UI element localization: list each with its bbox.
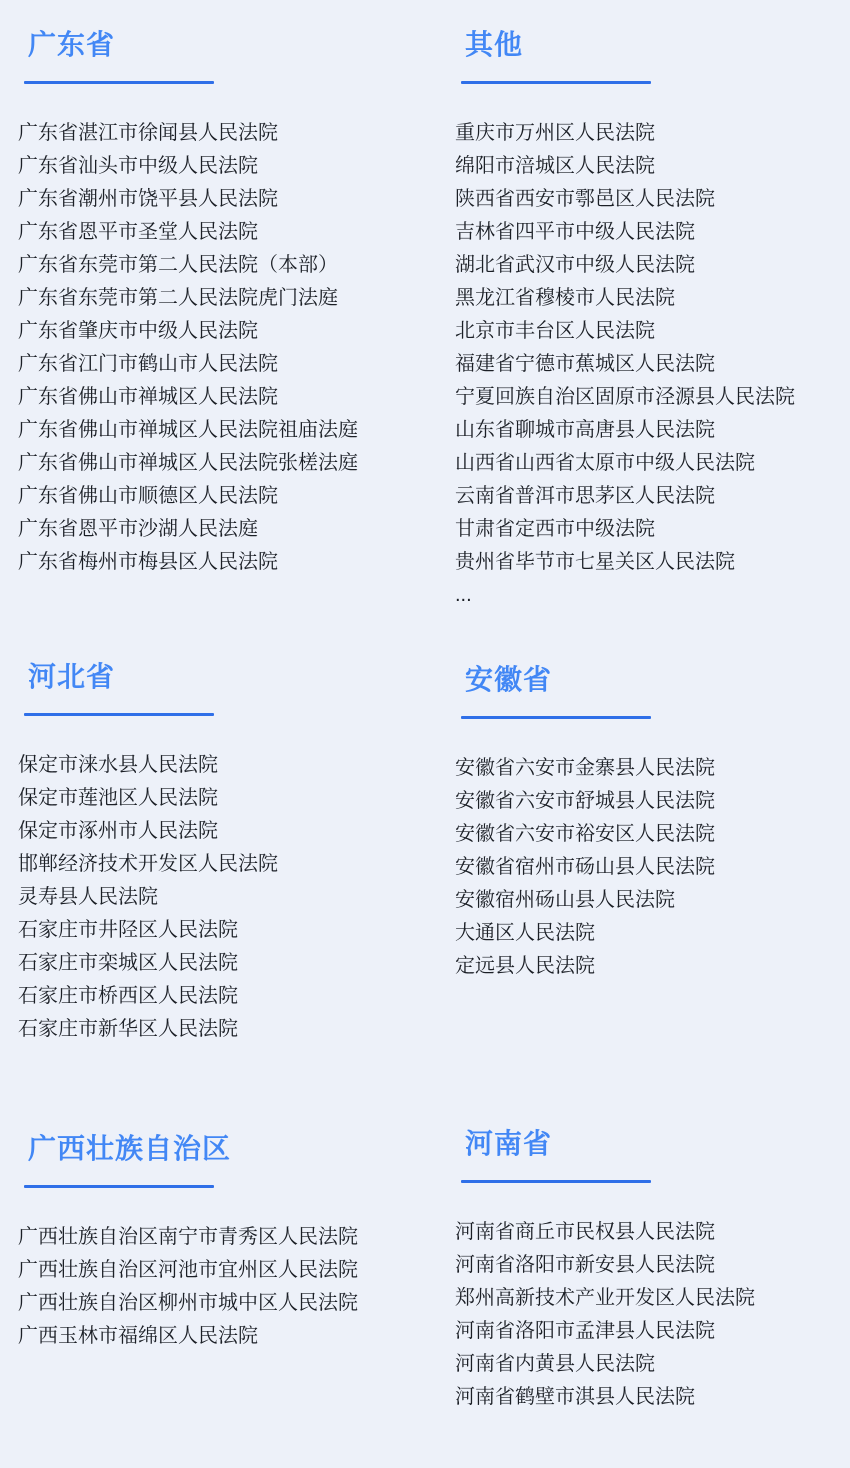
court-list-item: 山西省山西省太原市中级人民法院 bbox=[455, 452, 755, 474]
court-list-item: 保定市涿州市人民法院 bbox=[18, 820, 218, 842]
court-list-item: 甘肃省定西市中级法院 bbox=[455, 518, 655, 540]
court-list-item: 绵阳市涪城区人民法院 bbox=[455, 155, 655, 177]
section-guangxi bbox=[18, 1132, 455, 1353]
section-title-henan: 河南省 bbox=[465, 1128, 553, 1159]
section-underline bbox=[24, 713, 214, 716]
court-list-item: 保定市莲池区人民法院 bbox=[18, 787, 218, 809]
court-list-item: 石家庄市井陉区人民法院 bbox=[18, 919, 238, 941]
section-hebei bbox=[18, 660, 455, 1046]
section-title-anhui: 安徽省 bbox=[465, 664, 553, 695]
court-list-item: 安徽宿州砀山县人民法院 bbox=[455, 889, 675, 911]
court-list-item: 广西壮族自治区河池市宜州区人民法院 bbox=[18, 1259, 358, 1281]
section-title-hebei: 河北省 bbox=[28, 661, 116, 692]
section-anhui bbox=[455, 663, 850, 983]
court-list-guangxi bbox=[18, 1221, 455, 1353]
court-list-item: 广东省东莞市第二人民法院（本部） bbox=[18, 254, 338, 276]
section-other bbox=[455, 28, 850, 612]
court-list-item: 广东省梅州市梅县区人民法院 bbox=[18, 551, 278, 573]
court-list-item: 宁夏回族自治区固原市泾源县人民法院 bbox=[455, 386, 795, 408]
section-guangdong bbox=[18, 28, 455, 579]
court-list-item: 安徽省六安市裕安区人民法院 bbox=[455, 823, 715, 845]
court-list-item: 广东省佛山市禅城区人民法院 bbox=[18, 386, 278, 408]
court-list-item: 黑龙江省穆棱市人民法院 bbox=[455, 287, 675, 309]
court-list-item: 广东省佛山市顺德区人民法院 bbox=[18, 485, 278, 507]
court-list-item: 广东省佛山市禅城区人民法院祖庙法庭 bbox=[18, 419, 358, 441]
court-list-item: 石家庄市栾城区人民法院 bbox=[18, 952, 238, 974]
section-underline bbox=[24, 1185, 214, 1188]
court-list-item: 吉林省四平市中级人民法院 bbox=[455, 221, 695, 243]
court-list-item: 保定市涞水县人民法院 bbox=[18, 754, 218, 776]
section-title-guangxi: 广西壮族自治区 bbox=[28, 1133, 232, 1164]
court-list-item: 福建省宁德市蕉城区人民法院 bbox=[455, 353, 715, 375]
court-list-item: 广东省湛江市徐闻县人民法院 bbox=[18, 122, 278, 144]
court-list-item: 定远县人民法院 bbox=[455, 955, 595, 977]
section-underline bbox=[461, 81, 651, 84]
court-list-item: 重庆市万州区人民法院 bbox=[455, 122, 655, 144]
court-list-item: 云南省普洱市思茅区人民法院 bbox=[455, 485, 715, 507]
section-underline bbox=[24, 81, 214, 84]
court-list-item: 安徽省宿州市砀山县人民法院 bbox=[455, 856, 715, 878]
court-list-item: 石家庄市新华区人民法院 bbox=[18, 1018, 238, 1040]
court-list-item: 广东省恩平市圣堂人民法院 bbox=[18, 221, 258, 243]
court-list-item: 广东省江门市鹤山市人民法院 bbox=[18, 353, 278, 375]
court-directory bbox=[18, 28, 850, 1414]
court-list-item: 河南省洛阳市孟津县人民法院 bbox=[455, 1320, 715, 1342]
court-list-item: 陕西省西安市鄠邑区人民法院 bbox=[455, 188, 715, 210]
court-list-item: 郑州高新技术产业开发区人民法院 bbox=[455, 1287, 755, 1309]
court-list-item: 安徽省六安市金寨县人民法院 bbox=[455, 757, 715, 779]
section-underline bbox=[461, 1180, 651, 1183]
court-list-item: 河南省商丘市民权县人民法院 bbox=[455, 1221, 715, 1243]
court-list-item: 广东省潮州市饶平县人民法院 bbox=[18, 188, 278, 210]
section-title-other: 其他 bbox=[465, 29, 524, 60]
court-list-item: 邯郸经济技术开发区人民法院 bbox=[18, 853, 278, 875]
court-list-item: 广西壮族自治区柳州市城中区人民法院 bbox=[18, 1292, 358, 1314]
court-list-item: 河南省内黄县人民法院 bbox=[455, 1353, 655, 1375]
court-list-item: 广东省肇庆市中级人民法院 bbox=[18, 320, 258, 342]
court-list-item: 大通区人民法院 bbox=[455, 922, 595, 944]
court-list-item: 灵寿县人民法院 bbox=[18, 886, 158, 908]
court-list-item: 广西壮族自治区南宁市青秀区人民法院 bbox=[18, 1226, 358, 1248]
court-list-item: 广东省恩平市沙湖人民法庭 bbox=[18, 518, 258, 540]
court-list-item: 贵州省毕节市七星关区人民法院 bbox=[455, 551, 735, 573]
court-list-item: 北京市丰台区人民法院 bbox=[455, 320, 655, 342]
court-list-anhui bbox=[455, 752, 850, 983]
court-list-item: 广东省汕头市中级人民法院 bbox=[18, 155, 258, 177]
court-list-item: 安徽省六安市舒城县人民法院 bbox=[455, 790, 715, 812]
court-list-item: 广东省东莞市第二人民法院虎门法庭 bbox=[18, 287, 338, 309]
section-underline bbox=[461, 716, 651, 719]
court-list-item: 湖北省武汉市中级人民法院 bbox=[455, 254, 695, 276]
court-list-hebei bbox=[18, 749, 455, 1046]
court-list-item: ... bbox=[455, 584, 472, 606]
court-list-item: 石家庄市桥西区人民法院 bbox=[18, 985, 238, 1007]
section-title-guangdong: 广东省 bbox=[28, 29, 116, 60]
court-list-item: 河南省鹤壁市淇县人民法院 bbox=[455, 1386, 695, 1408]
court-list-item: 广西玉林市福绵区人民法院 bbox=[18, 1325, 258, 1347]
court-list-guangdong bbox=[18, 117, 455, 579]
court-list-item: 广东省佛山市禅城区人民法院张槎法庭 bbox=[18, 452, 358, 474]
left-column bbox=[18, 28, 455, 1353]
court-list-item: 河南省洛阳市新安县人民法院 bbox=[455, 1254, 715, 1276]
court-list-item: 山东省聊城市高唐县人民法院 bbox=[455, 419, 715, 441]
court-list-henan bbox=[455, 1216, 850, 1414]
right-column bbox=[455, 28, 850, 1414]
section-henan bbox=[455, 1127, 850, 1414]
court-list-other bbox=[455, 117, 850, 612]
